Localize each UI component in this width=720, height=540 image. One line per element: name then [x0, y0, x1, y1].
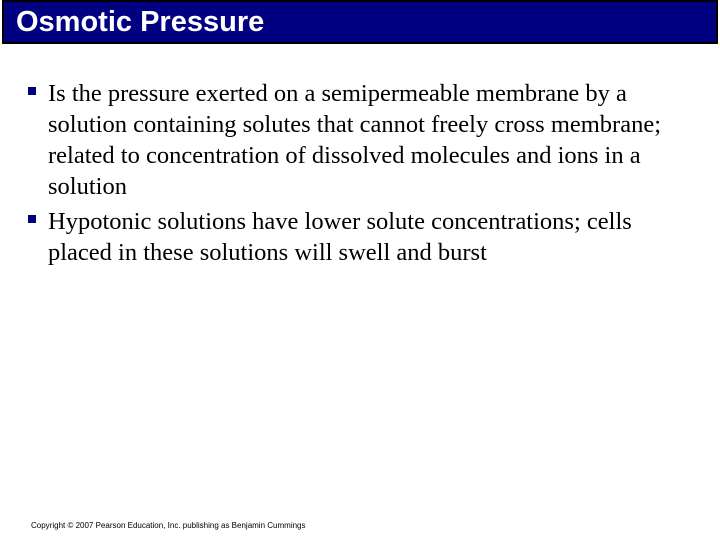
slide-title: Osmotic Pressure: [16, 6, 265, 38]
bullet-item: [28, 78, 698, 202]
bullet-text: Hypotonic solutions have lower solute concentrations; cells placed in these solutions will swell and burst: [48, 208, 632, 266]
square-bullet-icon: [28, 215, 36, 223]
bullet-list: [28, 78, 698, 272]
square-bullet-icon: [28, 87, 36, 95]
bullet-text: Is the pressure exerted on a semipermeable membrane by a solution containing solutes that cannot freely cross membrane; related to concentration of dissolved molecules and ions in a solution: [48, 80, 662, 200]
bullet-item: [28, 206, 698, 268]
copyright-footer: Copyright © 2007 Pearson Education, Inc. publishing as Benjamin Cummings: [31, 521, 306, 530]
title-bar: [2, 0, 718, 44]
